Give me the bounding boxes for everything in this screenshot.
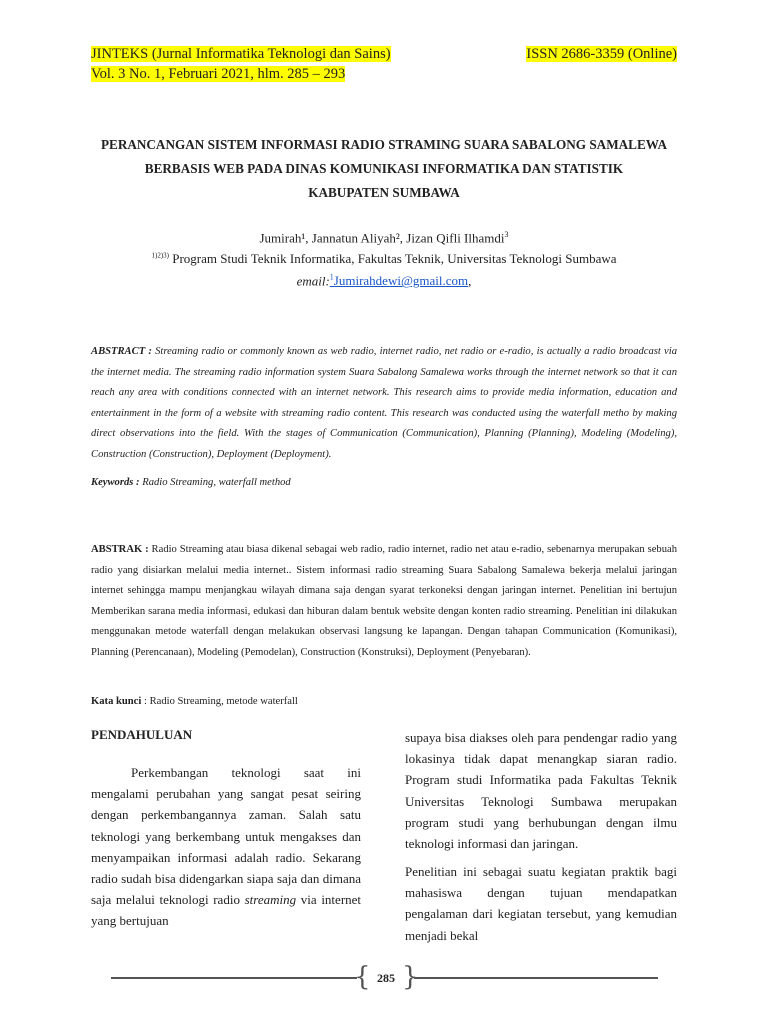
footer-rule-left [111,977,357,979]
keywords-indonesian: Kata kunci : Radio Streaming, metode waterfall [91,696,298,707]
journal-name: JINTEKS (Jurnal Informatika Teknologi dan Sains) [91,46,391,62]
left-column-paragraph: Perkembangan teknologi saat ini mengalami perubahan yang sangat pesat seiring dengan perkembangannya zaman. Salah satu teknologi yang berkembang untuk mengakses dan menyampaikan informasi adalah radio. Sekarang radio sudah bisa didengarkan siapa saja dan dimana saja melalui teknologi radio streaming via internet yang bertujuan [91,765,362,929]
left-brace: { [354,962,371,992]
paper-title-line-3: KABUPATEN SUMBAWA [308,185,460,200]
journal-header [91,44,391,84]
email-line: email:$^1$Jumirahdewi@gmail.com, [296,273,472,289]
section-heading: PENDAHULUAN [91,727,193,742]
page-number: 285 [377,971,395,985]
paper-title-line-1: PERANCANGAN SISTEM INFORMASI RADIO STRAMING SUARA SABALONG SAMALEWA [100,137,668,152]
right-brace: } [402,962,419,992]
journal-volume: Vol. 3 No. 1, Februari 2021, hlm. 285 – 293 [91,66,346,82]
keywords-english: Keywords : Radio Streaming, waterfall method [91,477,291,488]
abstrak-text: Radio Streaming atau biasa dikenal sebagai web radio, radio internet, radio net atau e-radio, sebenarnya merupakan sebuah radio yang disiarkan melalui media internet.. Sistem informasi radio streaming Suara Sabalong Samalewa bekerja melalui jaringan internet sehingga mampu menjangkau wilayah dimana saja dengan syarat terkoneksi dengan jaringan internet. Penelitian ini bertujun Memberikan sarana media informasi, edukasi dan hiburan dalam bentuk website dengan konten radio streaming. Penelitian ini dilakukan menggunakan metode waterfall dengan melakukan observasi langsung ke lapangan. Dengan tahapan Communication (Komunikasi), Planning (Perencanaan), Modeling (Pemodelan), Construction (Konstruksi), Deployment (Penyebaran). [91,544,677,658]
email-link[interactable]: $^1$Jumirahdewi@gmail.com [329,273,469,289]
abstrak-label: ABSTRAK : [91,544,149,555]
abstract-text: Streaming radio or commonly known as web radio, internet radio, net radio or e-radio, is actually a radio broadcast via the internet media. The streaming radio information system Suara Sabalong Samalewa works through the internet network so that it can reach any area with conditions connected with an internet network. This research aims to provide media information, education and entertainment in the form of a website with streaming radio content. This research was conducted using the waterfall metho by making direct observations into the field. With the stages of Communication (Communication), Planning (Planning), Modeling (Modeling), Construction (Construction), Deployment (Deployment). [91,346,677,460]
issn-header [526,44,677,64]
right-column-paragraph-1: supaya bisa diakses oleh para pendengar radio yang lokasinya tidak dapat menangkap siaran radio. Program studi Informatika pada Fakultas Teknik Universitas Teknologi Sumbawa merupakan program studi yang berhubungan dengan ilmu teknologi informasi dan jaringan. [405,730,677,852]
right-column-paragraph-2: Penelitian ini sebagai suatu kegiatan praktik bagi mahasiswa dengan tujuan mendapatkan pengalaman dari kegiatan tersebut, yang kemudian menjadi bekal [405,864,677,943]
paper-title-line-2: BERBASIS WEB PADA DINAS KOMUNIKASI INFORMATIKA DAN STATISTIK [144,161,624,176]
author-names: Jumirah¹, Jannatun Aliyah², Jizan Qifli Ilhamdi$^3$ [259,230,509,246]
affiliation: $^{1)2)3)}$ Program Studi Teknik Informatika, Fakultas Teknik, Universitas Teknologi Sumbawa [151,251,617,266]
abstract-label: ABSTRACT : [91,346,152,357]
issn: ISSN 2686-3359 (Online) [526,46,677,62]
abstract-english [91,342,677,466]
footer-rule-right [414,977,658,979]
abstract-indonesian [91,540,677,664]
